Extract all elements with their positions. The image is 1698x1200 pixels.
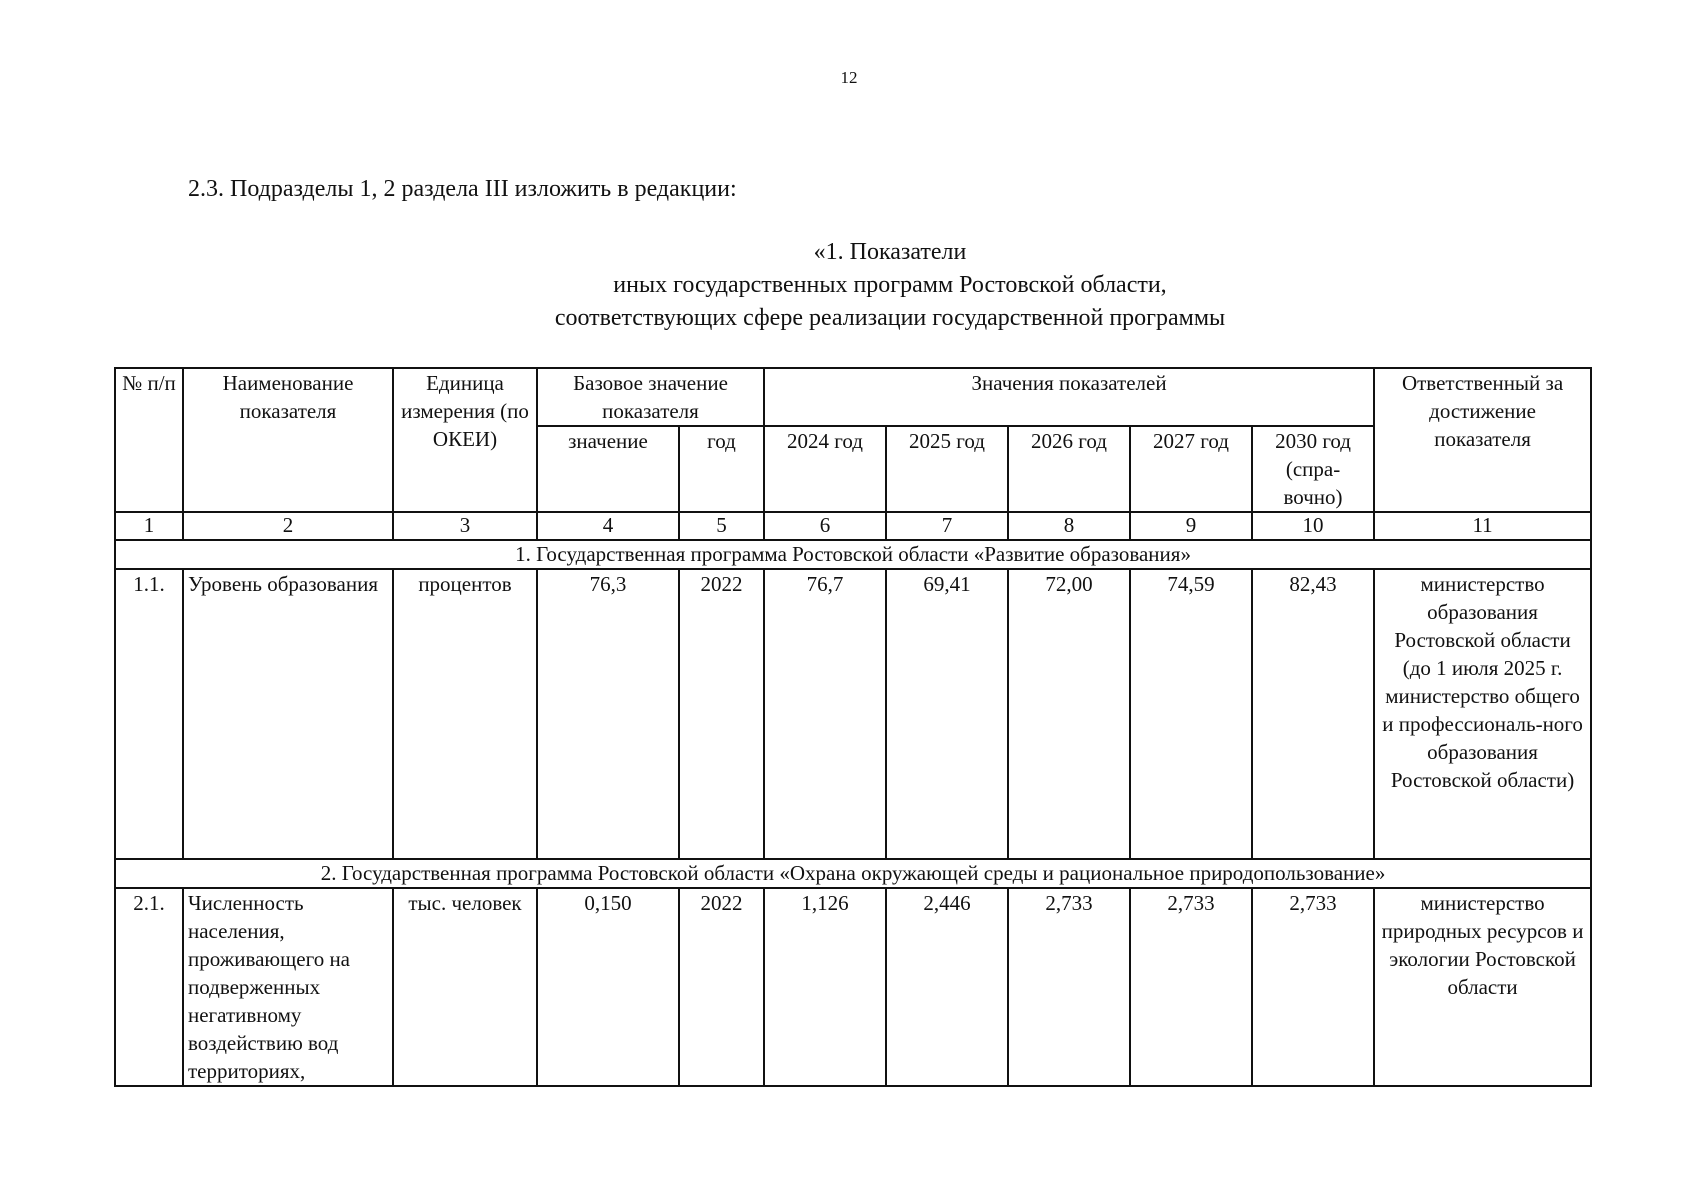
header-values: Значения показателей [764,368,1374,426]
cell-base-value: 0,150 [537,888,679,1086]
header-base-year: год [679,426,764,512]
column-number: 2 [183,512,393,540]
column-number: 9 [1130,512,1252,540]
cell-name: Уровень образования [183,569,393,859]
cell-name: Численность населения, проживающего на подверженных негативному воздействию вод территориях, [183,888,393,1086]
header-row-1 [115,368,1591,426]
column-number: 4 [537,512,679,540]
cell-2027: 2,733 [1130,888,1252,1086]
column-number: 3 [393,512,537,540]
cell-2025: 2,446 [886,888,1008,1086]
column-number: 5 [679,512,764,540]
heading-line-1: «1. Показатели [813,239,967,265]
column-number: 10 [1252,512,1374,540]
cell-base-value: 76,3 [537,569,679,859]
header-2026: 2026 год [1008,426,1130,512]
cell-2024: 76,7 [764,569,886,859]
cell-2026: 72,00 [1008,569,1130,859]
column-number: 1 [115,512,183,540]
cell-base-year: 2022 [679,569,764,859]
header-responsible: Ответственный за достижение показателя [1374,368,1591,512]
table-heading [300,236,1480,335]
header-2030: 2030 год (спра-вочно) [1252,426,1374,512]
header-2027: 2027 год [1130,426,1252,512]
header-2025: 2025 год [886,426,1008,512]
indicators-table [114,367,1592,1087]
cell-num: 2.1. [115,888,183,1086]
heading-line-3: соответствующих сфере реализации государственной программы [554,305,1226,331]
column-number: 7 [886,512,1008,540]
cell-2026: 2,733 [1008,888,1130,1086]
cell-num: 1.1. [115,569,183,859]
header-base-value: значение [537,426,679,512]
heading-line-2: иных государственных программ Ростовской области, [613,272,1167,298]
column-number-row [115,512,1591,540]
cell-2030: 2,733 [1252,888,1374,1086]
header-num: № п/п [115,368,183,512]
cell-responsible: министерство образования Ростовской области (до 1 июля 2025 г. министерство общего и профессиональ-ного образования Ростовской области) [1374,569,1591,859]
section-row [115,859,1591,888]
cell-unit: процентов [393,569,537,859]
cell-2024: 1,126 [764,888,886,1086]
column-number: 8 [1008,512,1130,540]
column-number: 11 [1374,512,1591,540]
intro-paragraph: 2.3. Подразделы 1, 2 раздела III изложить в редакции: [188,176,737,202]
cell-unit: тыс. человек [393,888,537,1086]
table-row [115,888,1591,1086]
header-2024: 2024 год [764,426,886,512]
cell-responsible: министерство природных ресурсов и экологии Ростовской области [1374,888,1591,1086]
column-number: 6 [764,512,886,540]
section-title: 1. Государственная программа Ростовской области «Развитие образования» [115,540,1591,569]
cell-2030: 82,43 [1252,569,1374,859]
header-base: Базовое значение показателя [537,368,764,426]
cell-2025: 69,41 [886,569,1008,859]
header-name: Наименование показателя [183,368,393,512]
cell-base-year: 2022 [679,888,764,1086]
table-row [115,569,1591,859]
section-row [115,540,1591,569]
section-title: 2. Государственная программа Ростовской области «Охрана окружающей среды и рациональное природопользование» [115,859,1591,888]
cell-2027: 74,59 [1130,569,1252,859]
header-unit: Единица измерения (по ОКЕИ) [393,368,537,512]
page-number: 12 [840,68,858,87]
